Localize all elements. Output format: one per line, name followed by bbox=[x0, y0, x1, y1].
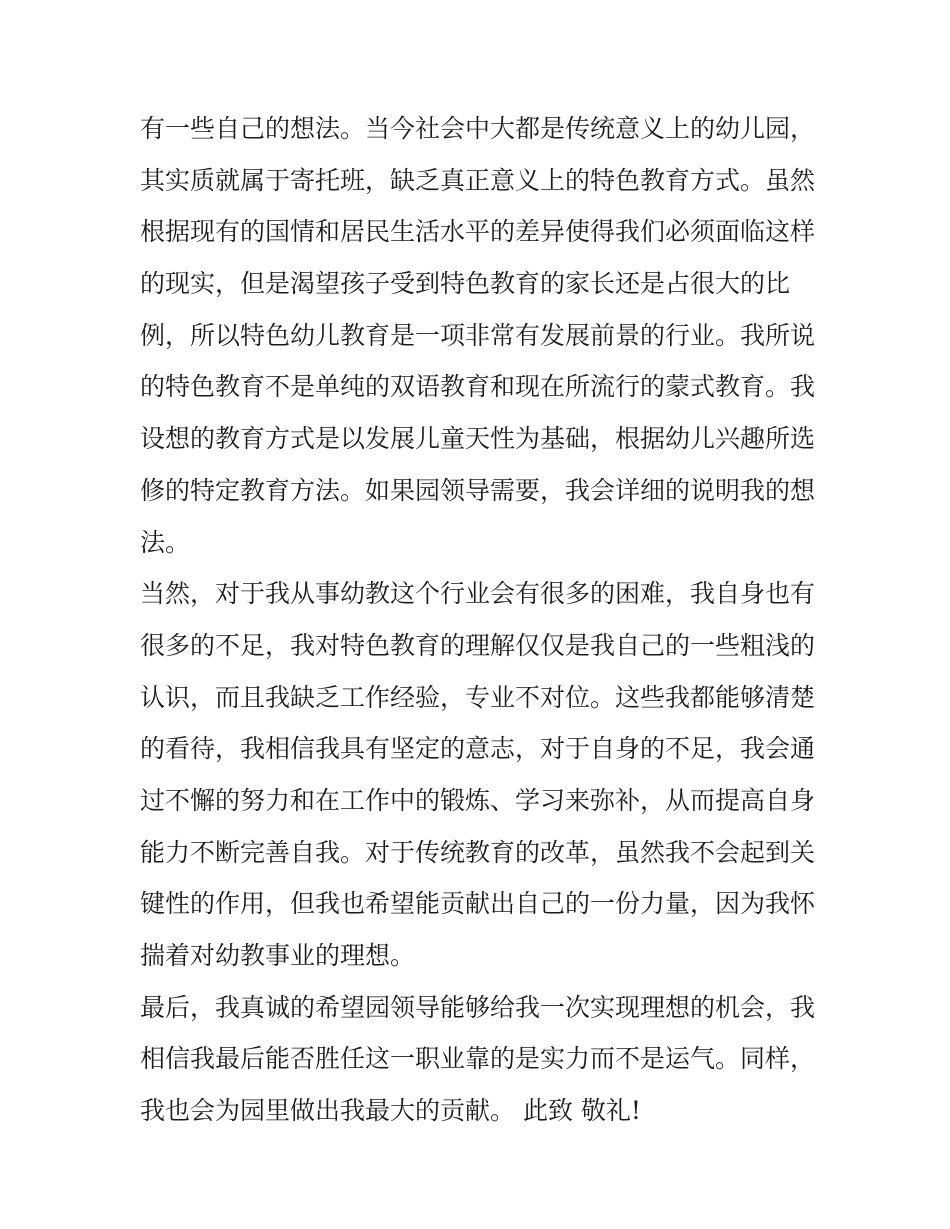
text-line: 很多的不足，我对特色教育的理解仅仅是我自己的一些粗浅的 bbox=[140, 630, 816, 660]
text-line: 相信我最后能否胜任这一职业靠的是实力而不是运气。同样， bbox=[140, 1044, 816, 1074]
text-line: 修的特定教育方法。如果园领导需要，我会详细的说明我的想 bbox=[140, 475, 816, 505]
text-line: 过不懈的努力和在工作中的锻炼、学习来弥补，从而提高自身 bbox=[140, 785, 816, 815]
text-line: 根据现有的国情和居民生活水平的差异使得我们必须面临这样 bbox=[140, 217, 816, 247]
text-line: 的现实，但是渴望孩子受到特色教育的家长还是占很大的比 bbox=[140, 269, 791, 299]
text-line: 其实质就属于寄托班，缺乏真正意义上的特色教育方式。虽然 bbox=[140, 165, 816, 195]
text-line: 键性的作用，但我也希望能贡献出自己的一份力量，因为我怀 bbox=[140, 889, 816, 919]
text-line: 设想的教育方式是以发展儿童天性为基础，根据幼儿兴趣所选 bbox=[140, 424, 816, 454]
text-line: 例，所以特色幼儿教育是一项非常有发展前景的行业。我所说 bbox=[140, 320, 816, 350]
text-line: 有一些自己的想法。当今社会中大都是传统意义上的幼儿园， bbox=[140, 114, 816, 143]
text-line: 我也会为园里做出我最大的贡献。 此致 敬礼! bbox=[140, 1096, 641, 1126]
text-line: 能力不断完善自我。对于传统教育的改革，虽然我不会起到关 bbox=[140, 837, 816, 867]
text-line: 的特色教育不是单纯的双语教育和现在所流行的蒙式教育。我 bbox=[140, 372, 816, 402]
text-line: 当然，对于我从事幼教这个行业会有很多的困难，我自身也有 bbox=[140, 579, 816, 609]
text-line: 法。 bbox=[140, 527, 191, 557]
text-line: 揣着对幼教事业的理想。 bbox=[140, 941, 416, 970]
text-line: 的看待，我相信我具有坚定的意志，对于自身的不足，我会通 bbox=[140, 734, 816, 764]
text-line: 最后，我真诚的希望园领导能够给我一次实现理想的机会，我 bbox=[140, 992, 816, 1022]
body-text bbox=[140, 103, 820, 1137]
text-line: 认识，而且我缺乏工作经验，专业不对位。这些我都能够清楚 bbox=[140, 682, 816, 712]
